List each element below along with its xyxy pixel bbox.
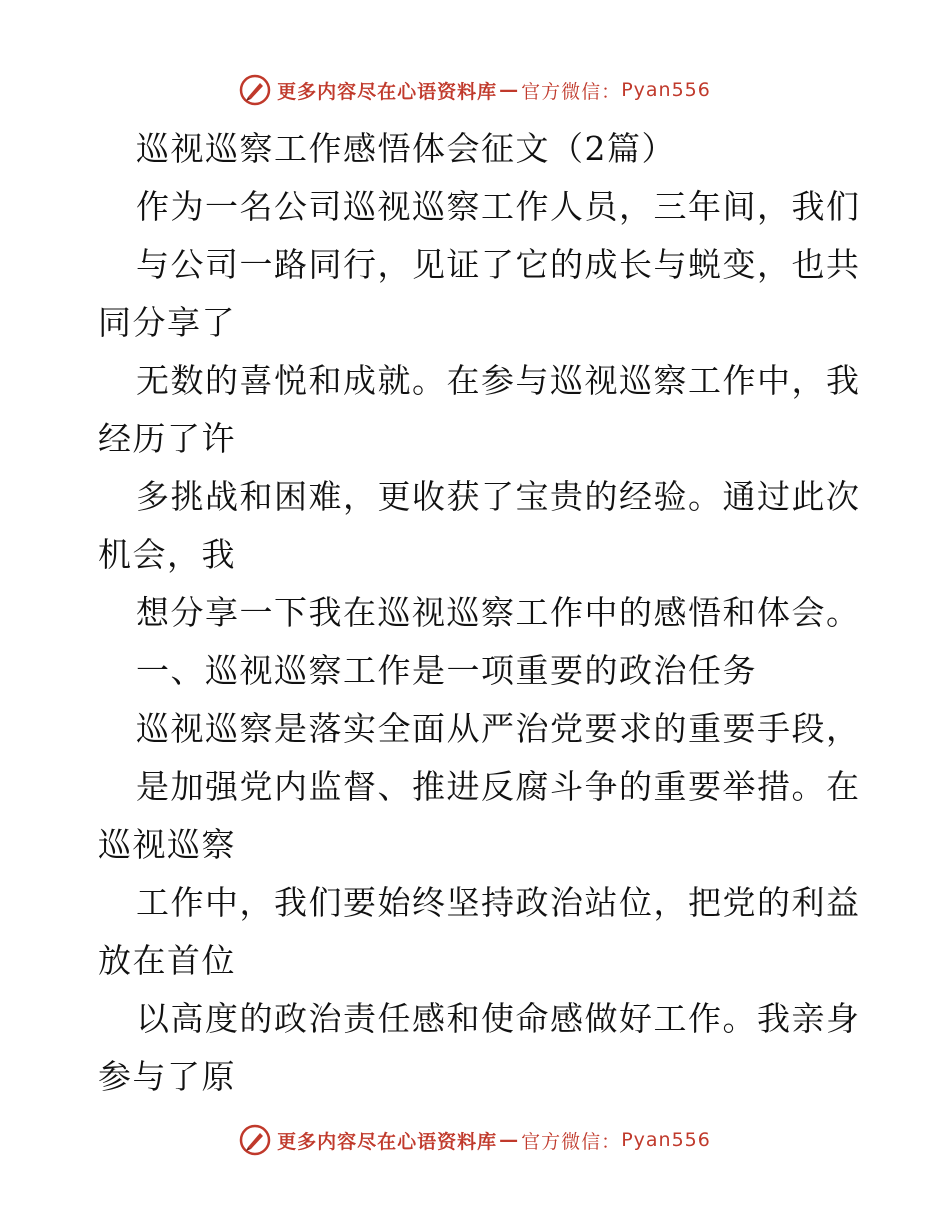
text-line: 同分享了 xyxy=(98,303,236,342)
text-line: 巡视巡察是落实全面从严治党要求的重要手段， xyxy=(136,709,861,748)
text-line: 参与了原 xyxy=(98,1057,236,1096)
text-line: 无数的喜悦和成就。在参与巡视巡察工作中，我 xyxy=(136,361,861,400)
section-heading: 一、巡视巡察工作是一项重要的政治任务 xyxy=(136,651,757,690)
header-brand-text: 更多内容尽在心语资料库 xyxy=(277,80,498,103)
footer-dash: — xyxy=(499,1129,520,1151)
header-banner xyxy=(0,70,950,110)
text-line: 以高度的政治责任感和使命感做好工作。我亲身 xyxy=(136,999,861,1038)
footer-wechat-id: Pyan556 xyxy=(621,1129,711,1151)
text-line: 多挑战和困难，更收获了宝贵的经验。通过此次 xyxy=(136,477,861,516)
text-line: 机会，我 xyxy=(98,535,236,574)
text-line: 工作中，我们要始终坚持政治站位，把党的利益 xyxy=(136,883,861,922)
quill-pen-seal-icon xyxy=(239,1124,271,1156)
text-line: 与公司一路同行，见证了它的成长与蜕变，也共 xyxy=(136,245,861,284)
footer-brand-text: 更多内容尽在心语资料库 xyxy=(277,1130,498,1153)
header-dash: — xyxy=(499,79,520,101)
text-line: 想分享一下我在巡视巡察工作中的感悟和体会。 xyxy=(136,593,861,632)
text-line: 经历了许 xyxy=(98,419,236,458)
document-title: 巡视巡察工作感悟体会征文（2篇） xyxy=(136,129,676,168)
text-line: 是加强党内监督、推进反腐斗争的重要举措。在 xyxy=(136,767,861,806)
text-line: 放在首位 xyxy=(98,941,236,980)
header-wechat-id: Pyan556 xyxy=(621,79,711,101)
document-body xyxy=(98,120,861,1106)
footer-wechat-label: 官方微信： xyxy=(521,1130,622,1153)
text-line: 作为一名公司巡视巡察工作人员，三年间，我们 xyxy=(136,187,861,226)
text-line: 巡视巡察 xyxy=(98,825,236,864)
header-wechat-label: 官方微信： xyxy=(521,80,622,103)
quill-pen-seal-icon xyxy=(239,74,271,106)
footer-banner xyxy=(0,1120,950,1160)
